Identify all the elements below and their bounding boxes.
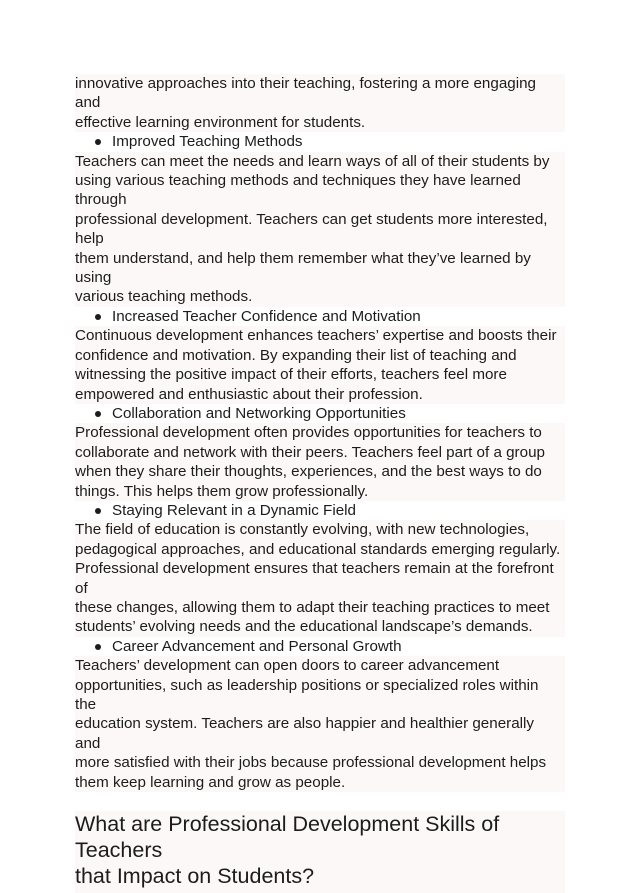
document-page (75, 74, 565, 893)
paragraph-line: them understand, and help them remember what they’ve learned by using (75, 249, 531, 287)
paragraph-line: The field of education is constantly evolving, with new technologies, (75, 521, 530, 539)
paragraph-line: witnessing the positive impact of their efforts, teachers feel more (75, 366, 507, 384)
paragraph-line: empowered and enthusiastic about their profession. (75, 385, 423, 403)
bullet-label: Increased Teacher Confidence and Motivation (112, 307, 421, 325)
paragraph-line: opportunities, such as leadership positions or specialized roles within the (75, 676, 539, 713)
paragraph-line: Professional development often provides opportunities for teachers to (75, 424, 542, 442)
bullet-item-collaboration-networking (75, 404, 565, 423)
bullet-label: Collaboration and Networking Opportunities (112, 404, 406, 422)
bullet-item-staying-relevant (75, 501, 565, 520)
intro-line-2: effective learning environment for students. (75, 113, 366, 131)
paragraph-line: when they share their thoughts, experiences, and the best ways to do (75, 463, 542, 481)
bullet-label: Staying Relevant in a Dynamic Field (112, 501, 356, 519)
paragraph-line: Professional development ensures that teachers remain at the forefront of (75, 560, 554, 597)
bullet-dot-icon (95, 508, 101, 514)
bullet-dot-icon (95, 411, 101, 417)
paragraph-improved-teaching-methods (75, 152, 565, 307)
bullet-label: Career Advancement and Personal Growth (112, 637, 402, 655)
bullet-dot-icon (95, 314, 101, 320)
paragraph-line: students’ evolving needs and the educational landscape’s demands. (75, 618, 533, 636)
section-heading (75, 811, 565, 893)
paragraph-line: professional development. Teachers can get students more interested, help (75, 210, 548, 248)
heading-line-2: that Impact on Students? (75, 864, 315, 889)
paragraph-career-advancement (75, 656, 565, 792)
paragraph-line: pedagogical approaches, and educational standards emerging regularly. (75, 540, 561, 558)
bullet-label: Improved Teaching Methods (112, 133, 303, 151)
paragraph-line: various teaching methods. (75, 288, 253, 306)
intro-line-1: innovative approaches into their teaching, fostering a more engaging and (75, 75, 536, 112)
paragraph-line: these changes, allowing them to adapt their teaching practices to meet (75, 598, 550, 616)
intro-paragraph (75, 74, 565, 132)
paragraph-line: Teachers can meet the needs and learn ways of all of their students by (75, 152, 550, 170)
bullet-item-improved-teaching-methods (75, 132, 565, 151)
bullet-item-career-advancement (75, 637, 565, 656)
paragraph-line: collaborate and network with their peers. Teachers feel part of a group (75, 443, 545, 461)
paragraph-line: things. This helps them grow professionally. (75, 482, 369, 500)
paragraph-line: confidence and motivation. By expanding their list of teaching and (75, 346, 517, 364)
paragraph-collaboration-networking (75, 423, 565, 501)
heading-line-1: What are Professional Development Skills of Teachers (75, 812, 500, 863)
paragraph-line: Teachers’ development can open doors to career advancement (75, 657, 500, 675)
paragraph-line: more satisfied with their jobs because professional development helps (75, 754, 547, 772)
bullet-item-confidence-motivation (75, 307, 565, 326)
paragraph-line: Continuous development enhances teachers’ expertise and boosts their (75, 327, 557, 345)
paragraph-line: using various teaching methods and techniques they have learned through (75, 172, 521, 209)
paragraph-confidence-motivation (75, 326, 565, 404)
paragraph-staying-relevant (75, 520, 565, 636)
paragraph-line: them keep learning and grow as people. (75, 773, 346, 791)
bullet-dot-icon (95, 644, 101, 650)
bullet-dot-icon (95, 139, 101, 145)
paragraph-line: education system. Teachers are also happier and healthier generally and (75, 715, 534, 752)
